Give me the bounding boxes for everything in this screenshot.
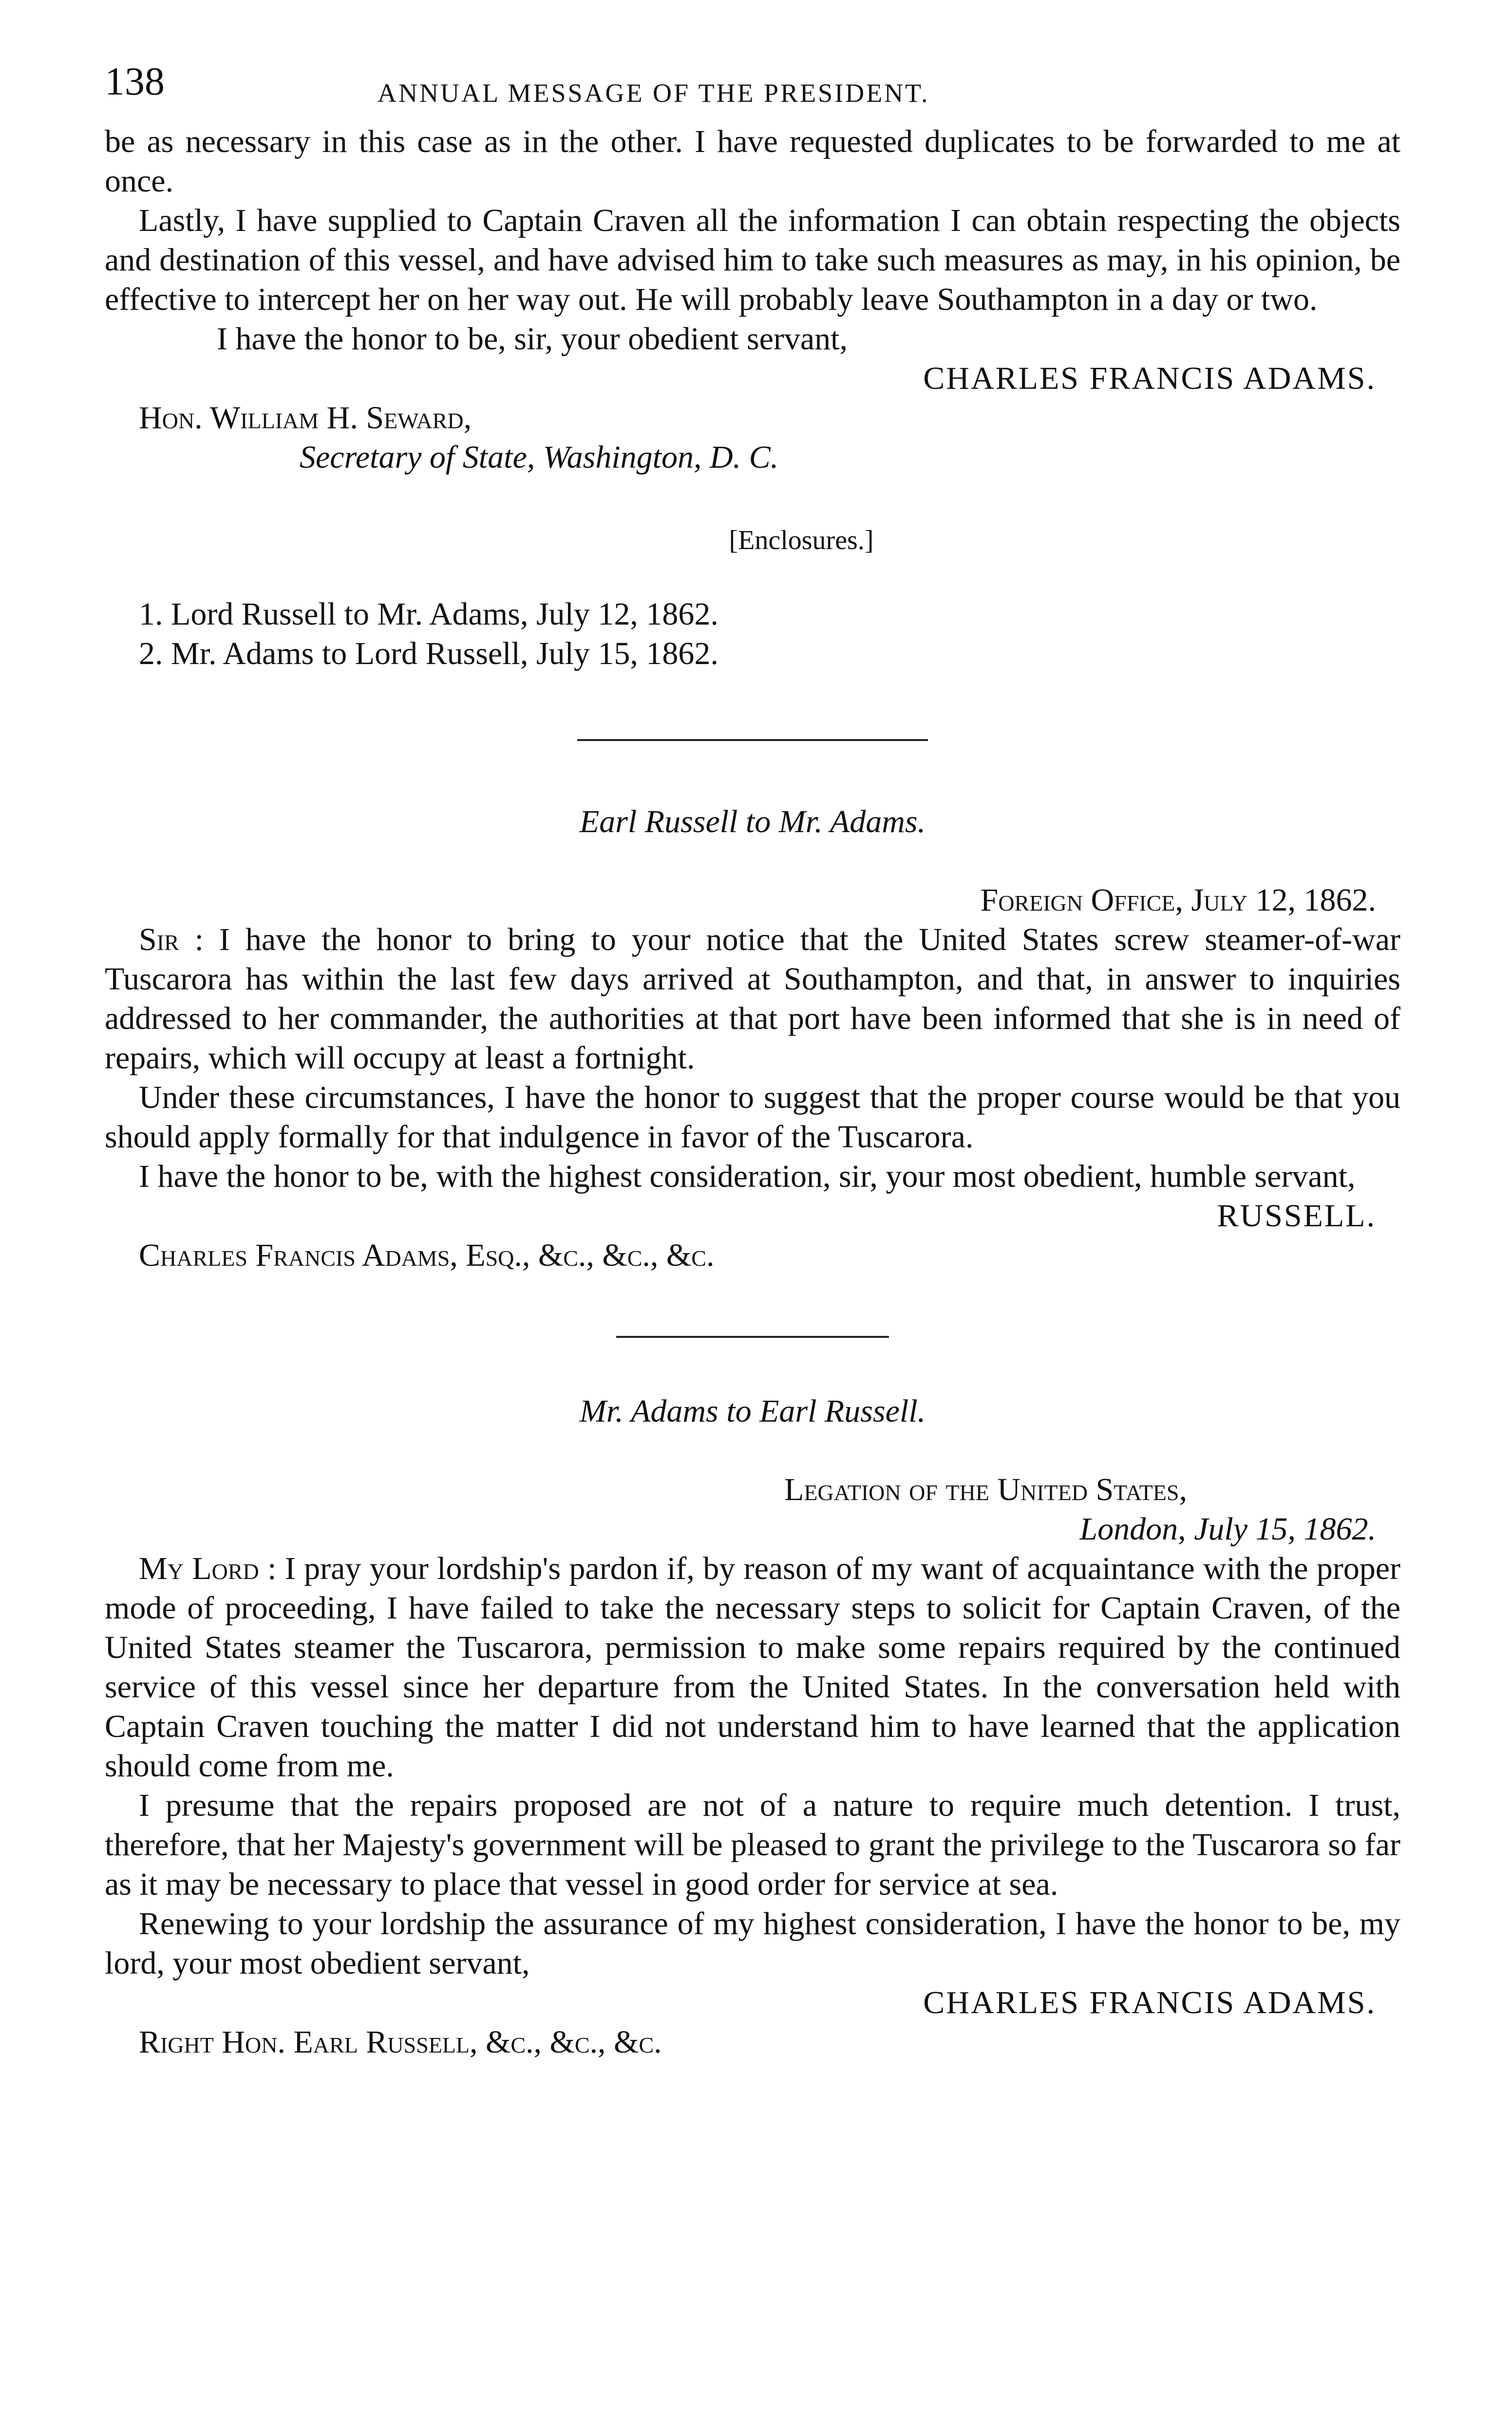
- letter2-addressee: Charles Francis Adams, Esq., &c., &c., &c.: [139, 1237, 715, 1273]
- letter2-paragraph-3: I have the honor to be, with the highest consideration, sir, your most obedient, humble servant,: [139, 1159, 1356, 1194]
- letter3-paragraph-2: I presume that the repairs proposed are not of a nature to require much detention. I trust, therefore, that her Majesty's government will be pleased to grant the privilege to the Tuscarora so far as it may be necessary to place that vessel in good order for service at sea.: [105, 1788, 1400, 1902]
- running-title: ANNUAL MESSAGE OF THE PRESIDENT.: [378, 78, 930, 108]
- letter2-signature: RUSSELL.: [1217, 1198, 1376, 1234]
- document-page: [105, 58, 1400, 2062]
- letter1-closing: I have the honor to be, sir, your obedient servant,: [217, 321, 848, 357]
- enclosures-label: [Enclosures.]: [729, 525, 874, 555]
- enclosure-list: [105, 594, 1400, 673]
- letter3-paragraph-3: Renewing to your lordship the assurance of my highest consideration, I have the honor to be, my lord, your most obedient servant,: [105, 1906, 1400, 1981]
- letter1-paragraph-2: Lastly, I have supplied to Captain Craven all the information I can obtain respecting the objects and destination of this vessel, and have advised him to take such measures as may, in his opinion, be effective to intercept her on her way out. He will probably leave Southampton in a day or two.: [105, 203, 1400, 317]
- page-number: 138: [105, 59, 165, 103]
- letter3-addressee: Right Hon. Earl Russell, &c., &c., &c.: [139, 2024, 662, 2060]
- letter2-salutation: Sir :: [139, 922, 204, 957]
- letter3-body-1: I pray your lordship's pardon if, by reason of my want of acquaintance with the proper mode of proceeding, I have failed to take the necessary steps to solicit for Captain Craven, of the United States steamer the Tuscarora, permission to make some repairs required by the continued service of this vessel since her departure from the United States. In the conversation held with Captain Craven touching the matter I did not understand him to have learned that the application should come from me.: [105, 1551, 1401, 1784]
- letter3-place: Legation of the United States,: [784, 1472, 1187, 1507]
- letter3-salutation: My Lord :: [139, 1551, 277, 1586]
- letter3-date: London, July 15, 1862.: [1079, 1511, 1376, 1547]
- letter3-heading: Mr. Adams to Earl Russell.: [579, 1393, 926, 1429]
- letter3-signature: CHARLES FRANCIS ADAMS.: [923, 1985, 1376, 2020]
- letter2-place-date: Foreign Office, July 12, 1862.: [980, 882, 1376, 918]
- enclosure-item: 1. Lord Russell to Mr. Adams, July 12, 1862.: [139, 596, 718, 632]
- letter1-signature: CHARLES FRANCIS ADAMS.: [923, 361, 1376, 396]
- letter2-paragraph-1: [105, 920, 1400, 1078]
- letter2-body-1: I have the honor to bring to your notice that the United States screw steamer-of-war Tuscarora has within the last few days arrived at Southampton, and that, in answer to inquiries addressed to her commander, the authorities at that port have been informed that she is in need of repairs, which will occupy at least a fortnight.: [105, 922, 1400, 1076]
- letter1-paragraph-1: be as necessary in this case as in the other. I have requested duplicates to be forwarded to me at once.: [105, 124, 1400, 199]
- letter2-heading: Earl Russell to Mr. Adams.: [579, 804, 926, 839]
- running-head: [105, 58, 1400, 122]
- letter2-paragraph-2: Under these circumstances, I have the honor to suggest that the proper course would be that you should apply formally for that indulgence in favor of the Tuscarora.: [105, 1080, 1400, 1155]
- letter3-paragraph-1: [105, 1549, 1400, 1786]
- letter1-addressee-name: Hon. William H. Seward,: [139, 400, 472, 436]
- enclosure-item: 2. Mr. Adams to Lord Russell, July 15, 1862.: [139, 636, 718, 671]
- letter1-addressee-title: Secretary of State, Washington, D. C.: [300, 439, 779, 475]
